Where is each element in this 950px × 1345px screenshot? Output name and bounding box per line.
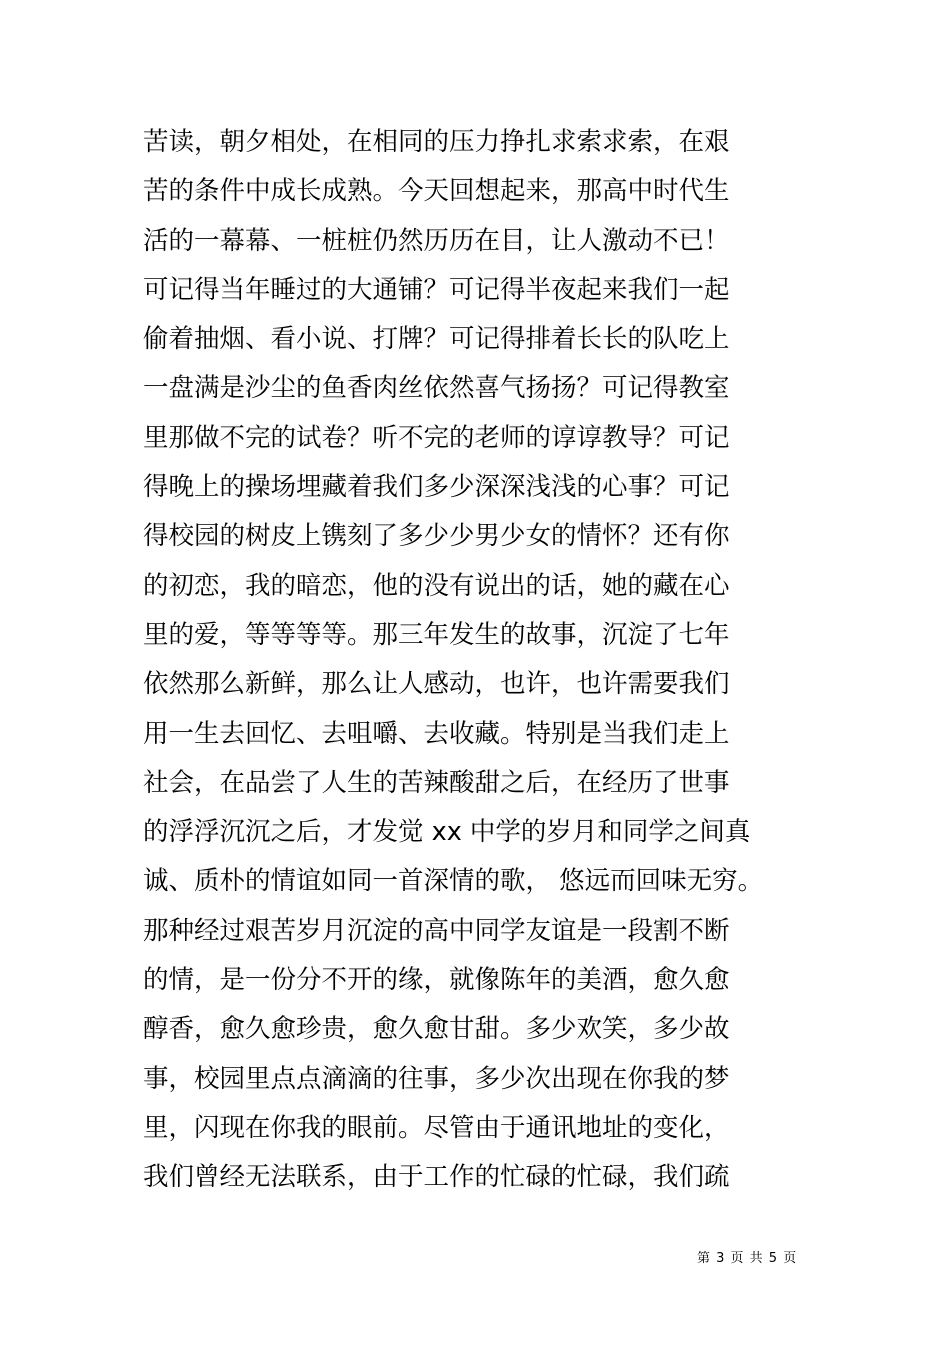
text-line: 活的一幕幕、一桩桩仍然历历在目，让人激动不已！: [143, 225, 730, 256]
text-line: 苦读，朝夕相处，在相同的压力挣扎求索求索，在艰: [143, 127, 730, 157]
text-line: 苦的条件中成长成熟。今天回想起来，那高中时代生: [143, 176, 730, 207]
text-line: 得晚上的操场埋藏着我们多少深深浅浅的心事？可记: [143, 472, 730, 503]
text-line: 的初恋，我的暗恋，他的没有说出的话，她的藏在心: [143, 570, 730, 601]
text-line: 我们曾经无法联系，由于工作的忙碌的忙碌，我们疏: [143, 1162, 730, 1193]
text-line: 里，闪现在你我的眼前。尽管由于通讯地址的变化，: [143, 1112, 730, 1143]
text-line: 社会，在品尝了人生的苦辣酸甜之后，在经历了世事: [143, 767, 730, 798]
page-number-footer: 第 3 页 共 5 页: [697, 1251, 798, 1266]
text-line: 偷着抽烟、看小说、打牌？可记得排着长长的队吃上: [143, 324, 730, 355]
text-line: 醇香，愈久愈珍贵，愈久愈甘甜。多少欢笑，多少故: [143, 1014, 730, 1045]
body-text: [143, 118, 823, 1203]
text-line: 诚、质朴的情谊如同一首深情的歌， 悠远而回味无穷。: [143, 866, 764, 897]
text-line: 里那做不完的试卷？听不完的老师的谆谆教导？可记: [143, 422, 730, 453]
text-line: 的浮浮沉沉之后，才发觉 xx 中学的岁月和同学之间真: [143, 817, 751, 848]
text-line: 得校园的树皮上镌刻了多少少男少女的情怀？还有你: [143, 521, 730, 552]
text-line: 事，校园里点点滴滴的往事，多少次出现在你我的梦: [143, 1063, 730, 1094]
text-line: 那种经过艰苦岁月沉淀的高中同学友谊是一段割不断: [143, 915, 730, 946]
text-line: 里的爱，等等等等。那三年发生的故事，沉淀了七年: [143, 619, 730, 650]
text-line: 依然那么新鲜，那么让人感动，也许，也许需要我们: [143, 669, 730, 700]
text-line: 用一生去回忆、去咀嚼、去收藏。特别是当我们走上: [143, 718, 730, 749]
text-line: 的情，是一份分不开的缘，就像陈年的美酒，愈久愈: [143, 965, 730, 996]
text-line: 一盘满是沙尘的鱼香肉丝依然喜气扬扬？可记得教室: [143, 373, 730, 404]
text-line: 可记得当年睡过的大通铺？可记得半夜起来我们一起: [143, 274, 730, 305]
